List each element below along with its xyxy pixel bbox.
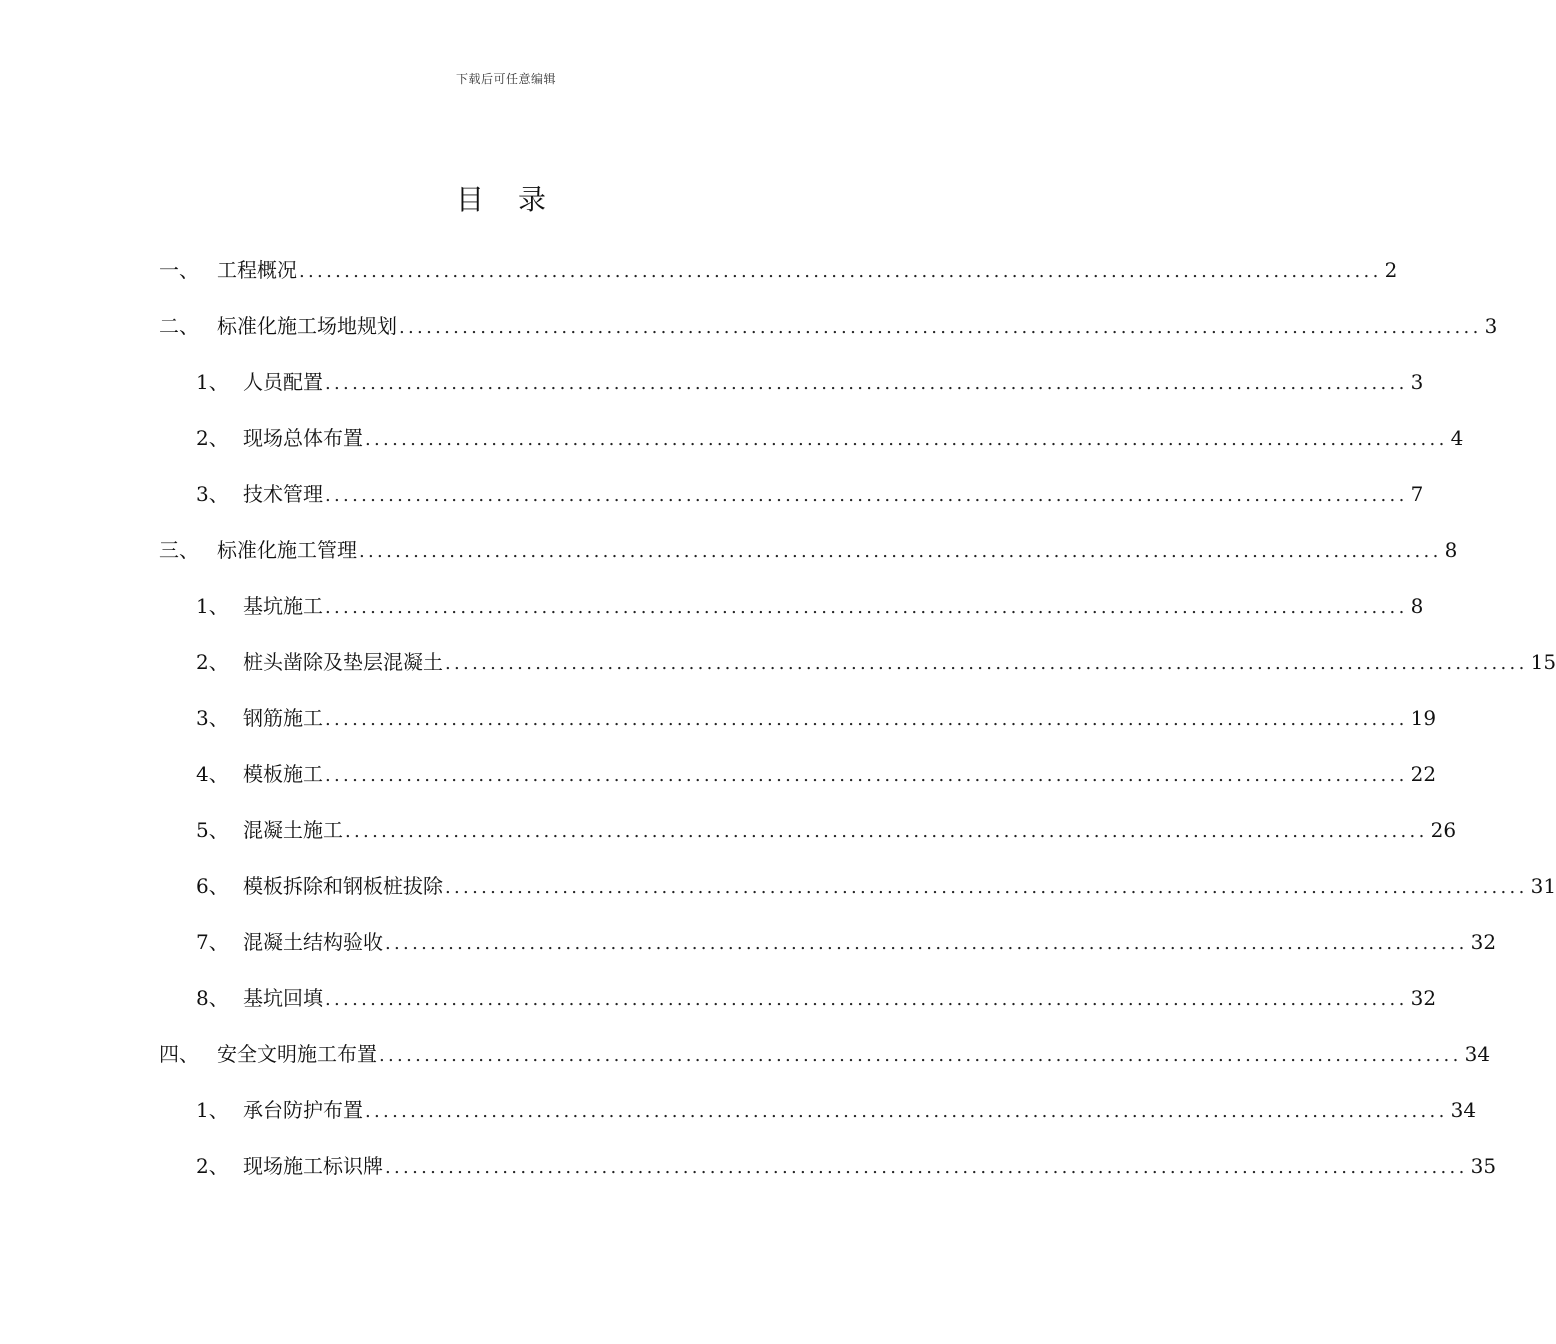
toc-entry-text: 现场施工标识牌 xyxy=(243,1154,383,1178)
toc-entry-number: 三、 xyxy=(159,538,199,562)
toc-entry-text: 混凝土施工 xyxy=(243,818,343,842)
toc-entry[interactable] xyxy=(196,980,1437,1016)
toc-dot-leader: ........................................................................................................................ xyxy=(385,1157,1468,1178)
toc-entry-number: 1、 xyxy=(196,594,229,618)
toc-entry-page-number: 8 xyxy=(1410,594,1424,618)
toc-dot-leader: ........................................................................................................................ xyxy=(325,597,1408,618)
toc-entry-page-number: 32 xyxy=(1410,986,1437,1010)
toc-entry-text: 桩头凿除及垫层混凝土 xyxy=(243,650,443,674)
toc-entry[interactable] xyxy=(159,532,1458,568)
toc-dot-leader: ........................................................................................................................ xyxy=(325,709,1408,730)
toc-entry[interactable] xyxy=(196,1092,1477,1128)
toc-entry-text: 工程概况 xyxy=(217,258,297,282)
toc-dot-leader: ........................................................................................................................ xyxy=(445,877,1528,898)
toc-entry-number: 8、 xyxy=(196,986,229,1010)
toc-entry-page-number: 8 xyxy=(1444,538,1458,562)
toc-entry-number: 2、 xyxy=(196,650,229,674)
toc-entry-text: 技术管理 xyxy=(243,482,323,506)
toc-entry-page-number: 15 xyxy=(1530,650,1556,674)
toc-entry[interactable] xyxy=(196,756,1437,792)
toc-entry-page-number: 4 xyxy=(1450,426,1464,450)
toc-entry-number: 5、 xyxy=(196,818,229,842)
toc-entry[interactable] xyxy=(196,420,1464,456)
toc-entry-number: 四、 xyxy=(159,1042,199,1066)
toc-entry-text: 标准化施工场地规划 xyxy=(217,314,397,338)
toc-dot-leader: ........................................................................................................................ xyxy=(325,989,1408,1010)
toc-entry[interactable] xyxy=(196,476,1424,512)
toc-dot-leader: ........................................................................................................................ xyxy=(399,317,1482,338)
toc-dot-leader: ........................................................................................................................ xyxy=(325,765,1408,786)
header-note: 下载后可任意编辑 xyxy=(455,72,556,86)
toc-entry-text: 模板施工 xyxy=(243,762,323,786)
toc-entry-number: 4、 xyxy=(196,762,229,786)
toc-entry-page-number: 34 xyxy=(1450,1098,1477,1122)
toc-dot-leader: ........................................................................................................................ xyxy=(299,261,1382,282)
page-title: 目录 xyxy=(455,183,580,216)
toc-entry-number: 二、 xyxy=(159,314,199,338)
toc-dot-leader: ........................................................................................................................ xyxy=(365,429,1448,450)
toc-entry-text: 标准化施工管理 xyxy=(217,538,357,562)
toc-entry-text: 人员配置 xyxy=(243,370,323,394)
toc-entry[interactable] xyxy=(196,644,1556,680)
toc-dot-leader: ........................................................................................................................ xyxy=(359,541,1442,562)
toc-entry[interactable] xyxy=(196,1148,1497,1184)
toc-entry-number: 1、 xyxy=(196,1098,229,1122)
toc-entry[interactable] xyxy=(159,252,1398,288)
toc-entry-page-number: 26 xyxy=(1430,818,1457,842)
toc-entry-number: 7、 xyxy=(196,930,229,954)
toc-entry-page-number: 31 xyxy=(1530,874,1556,898)
toc-entry-text: 混凝土结构验收 xyxy=(243,930,383,954)
toc-entry[interactable] xyxy=(159,1036,1491,1072)
toc-entry[interactable] xyxy=(196,588,1424,624)
toc-dot-leader: ........................................................................................................................ xyxy=(345,821,1428,842)
toc-entry-number: 3、 xyxy=(196,706,229,730)
toc-entry-page-number: 3 xyxy=(1410,370,1424,394)
toc-dot-leader: ........................................................................................................................ xyxy=(325,485,1408,506)
toc-entry-number: 3、 xyxy=(196,482,229,506)
toc-entry[interactable] xyxy=(196,700,1437,736)
toc-entry[interactable] xyxy=(196,868,1556,904)
toc-entry-text: 钢筋施工 xyxy=(243,706,323,730)
toc-entry-number: 一、 xyxy=(159,258,199,282)
toc-entry-text: 安全文明施工布置 xyxy=(217,1042,377,1066)
toc-dot-leader: ........................................................................................................................ xyxy=(385,933,1468,954)
toc-entry-text: 模板拆除和钢板桩拔除 xyxy=(243,874,443,898)
toc-entry[interactable] xyxy=(196,364,1424,400)
toc-entry-page-number: 2 xyxy=(1384,258,1398,282)
toc-entry[interactable] xyxy=(196,812,1457,848)
toc-entry-number: 2、 xyxy=(196,1154,229,1178)
toc-entry-page-number: 19 xyxy=(1410,706,1437,730)
toc-dot-leader: ........................................................................................................................ xyxy=(325,373,1408,394)
toc-entry[interactable] xyxy=(159,308,1498,344)
toc-entry-page-number: 7 xyxy=(1410,482,1424,506)
toc-dot-leader: ........................................................................................................................ xyxy=(365,1101,1448,1122)
toc-entry-page-number: 34 xyxy=(1464,1042,1491,1066)
toc-entry-number: 6、 xyxy=(196,874,229,898)
toc-entry-page-number: 35 xyxy=(1470,1154,1497,1178)
toc-entry-page-number: 22 xyxy=(1410,762,1437,786)
toc-entry-page-number: 32 xyxy=(1470,930,1497,954)
toc-entry-number: 2、 xyxy=(196,426,229,450)
toc-dot-leader: ........................................................................................................................ xyxy=(379,1045,1462,1066)
toc-dot-leader: ........................................................................................................................ xyxy=(445,653,1528,674)
toc-entry-number: 1、 xyxy=(196,370,229,394)
toc-entry[interactable] xyxy=(196,924,1497,960)
toc-entry-text: 基坑施工 xyxy=(243,594,323,618)
toc-entry-text: 基坑回填 xyxy=(243,986,323,1010)
toc-entry-text: 现场总体布置 xyxy=(243,426,363,450)
toc-entry-page-number: 3 xyxy=(1484,314,1498,338)
toc-entry-text: 承台防护布置 xyxy=(243,1098,363,1122)
